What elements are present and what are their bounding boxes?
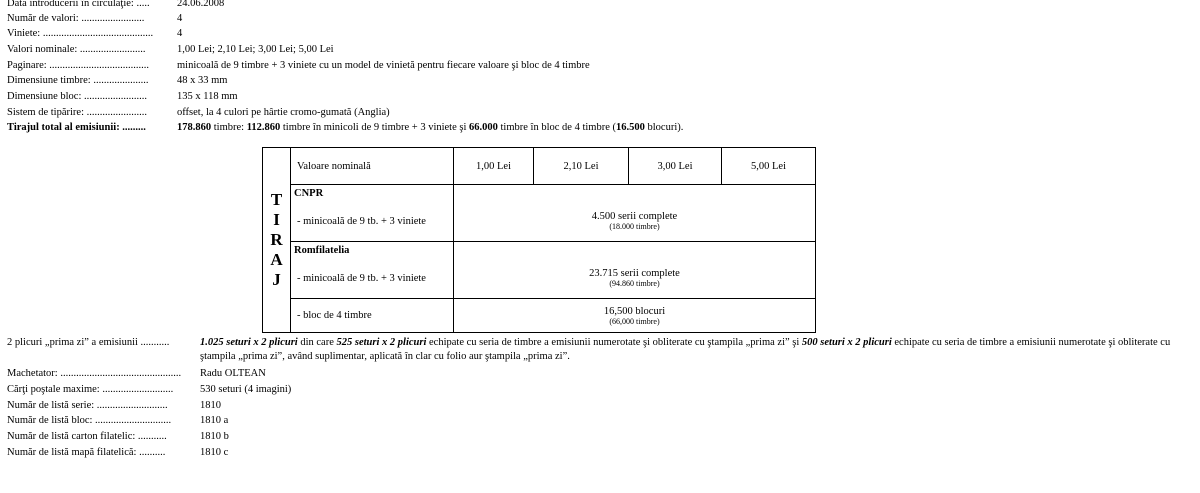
header-label-cell: Valoare nominală — [291, 148, 454, 185]
detail-label: Viniete: .......................................... — [7, 28, 154, 39]
footer-label: Cărţi poştale maxime: ........................... — [7, 384, 174, 395]
tirajul-bloc: 66.000 — [469, 122, 498, 133]
detail-label: Număr de valori: ........................ — [7, 13, 145, 24]
romfilatelia-heading: Romfilatelia — [294, 245, 350, 256]
bloc-value-cell — [454, 299, 816, 333]
detail-label: Dimensiune timbre: ..................... — [7, 75, 149, 86]
detail-value: minicoală de 9 timbre + 3 viniete cu un model de vinietă pentru fiecare valoare şi bloc de 4 timbre — [177, 60, 590, 71]
footer-value: 1810 c — [200, 447, 229, 458]
footer-label: Număr de listă serie: ........................... — [7, 400, 168, 411]
bloc-row-label: - bloc de 4 timbre — [291, 299, 454, 333]
detail-value: 24.06.2008 — [177, 0, 225, 9]
footer-value: 1810 — [200, 400, 221, 411]
plicuri-total: 1.025 seturi x 2 plicuri — [200, 337, 298, 348]
table-row — [263, 242, 816, 299]
romfilatelia-value-cell — [454, 242, 816, 299]
detail-label: Data introducerii în circulaţie: ..... — [7, 0, 150, 9]
plicuri-part2: 500 seturi x 2 plicuri — [801, 337, 892, 348]
footer-value: 1810 b — [200, 431, 229, 442]
detail-value: 4 — [177, 28, 183, 39]
tiraj-table — [262, 147, 816, 333]
tiraj-letter: T — [270, 190, 283, 209]
tirajul-value — [177, 121, 683, 135]
romfilatelia-stamps: (94.860 timbre) — [609, 279, 660, 288]
footer-label: Număr de listă carton filatelic: ........... — [7, 431, 167, 442]
tirajul-label: Tirajul total al emisiunii: ......... — [7, 122, 146, 133]
tiraj-letter: A — [270, 250, 283, 269]
detail-value: 4 — [177, 13, 183, 24]
tiraj-letter: I — [273, 210, 280, 229]
detail-label: Dimensiune bloc: ........................ — [7, 91, 147, 102]
romfilatelia-cell — [291, 242, 454, 299]
footer-value: 530 seturi (4 imagini) — [200, 384, 292, 395]
plicuri-fragment: din care — [297, 337, 337, 348]
plicuri-fragment: echipate cu seria de timbre a emisiunii numerotate şi obliterate cu ştampila „prima zi” şi — [426, 337, 802, 348]
detail-label: Valori nominale: ......................... — [7, 44, 146, 55]
cnpr-heading: CNPR — [294, 188, 324, 199]
value-header-cell: 2,10 Lei — [534, 148, 629, 185]
tirajul-text: blocuri). — [644, 122, 684, 133]
footer-value: Radu OLTEAN — [200, 368, 266, 379]
plicuri-text — [200, 336, 1195, 364]
plicuri-fragment: echipate cu seria de timbre a emisiunii numerotate şi obliterate cu ştampila „prima zi”, având suplimentar, aplicată în clar cu folio aur ştampila „prima zi”. — [200, 337, 1171, 362]
value-header-cell: 5,00 Lei — [722, 148, 816, 185]
romfilatelia-series: 23.715 serii complete — [589, 268, 680, 279]
detail-label: Paginare: ...................................... — [7, 60, 150, 71]
footer-label: Număr de listă mapă filatelică: .......... — [7, 447, 166, 458]
cnpr-value-cell — [454, 185, 816, 242]
tiraj-side-label — [263, 148, 291, 333]
value-header-cell: 1,00 Lei — [454, 148, 534, 185]
value-header-cell: 3,00 Lei — [629, 148, 722, 185]
tiraj-letter: R — [270, 230, 283, 249]
romfilatelia-row-label: - minicoală de 9 tb. + 3 viniete — [297, 273, 426, 284]
tiraj-letter: J — [272, 270, 281, 289]
table-row — [263, 299, 816, 333]
cnpr-stamps: (18.000 timbre) — [609, 222, 660, 231]
bloc-stamps: (66,000 timbre) — [609, 316, 660, 326]
cnpr-series: 4.500 serii complete — [591, 211, 678, 222]
bloc-count: 16,500 blocuri — [603, 305, 666, 317]
cnpr-cell — [291, 185, 454, 242]
plicuri-part1: 525 seturi x 2 plicuri — [336, 337, 427, 348]
detail-value: 1,00 Lei; 2,10 Lei; 3,00 Lei; 5,00 Lei — [177, 44, 334, 55]
detail-value: 135 x 118 mm — [177, 91, 238, 102]
tirajul-text: timbre în minicoli de 9 timbre + 3 viniete şi — [280, 122, 470, 133]
detail-value: 48 x 33 mm — [177, 75, 228, 86]
detail-label: Sistem de tipărire: ....................... — [7, 107, 147, 118]
footer-label: Număr de listă bloc: ............................. — [7, 415, 172, 426]
plicuri-label: 2 plicuri „prima zi” a emisiunii ........... — [7, 337, 170, 348]
footer-value: 1810 a — [200, 415, 229, 426]
tirajul-text: timbre în bloc de 4 timbre ( — [497, 122, 616, 133]
table-header-row — [263, 148, 816, 185]
tirajul-minicoli: 112.860 — [246, 122, 281, 133]
tirajul-blocuri: 16.500 — [616, 122, 645, 133]
footer-label: Machetator: .............................................. — [7, 368, 182, 379]
table-row — [263, 185, 816, 242]
detail-value: offset, la 4 culori pe hârtie cromo-gumată (Anglia) — [177, 107, 390, 118]
tirajul-total: 178.860 — [177, 122, 212, 133]
cnpr-row-label: - minicoală de 9 tb. + 3 viniete — [297, 216, 426, 227]
tirajul-text: timbre: — [211, 122, 247, 133]
